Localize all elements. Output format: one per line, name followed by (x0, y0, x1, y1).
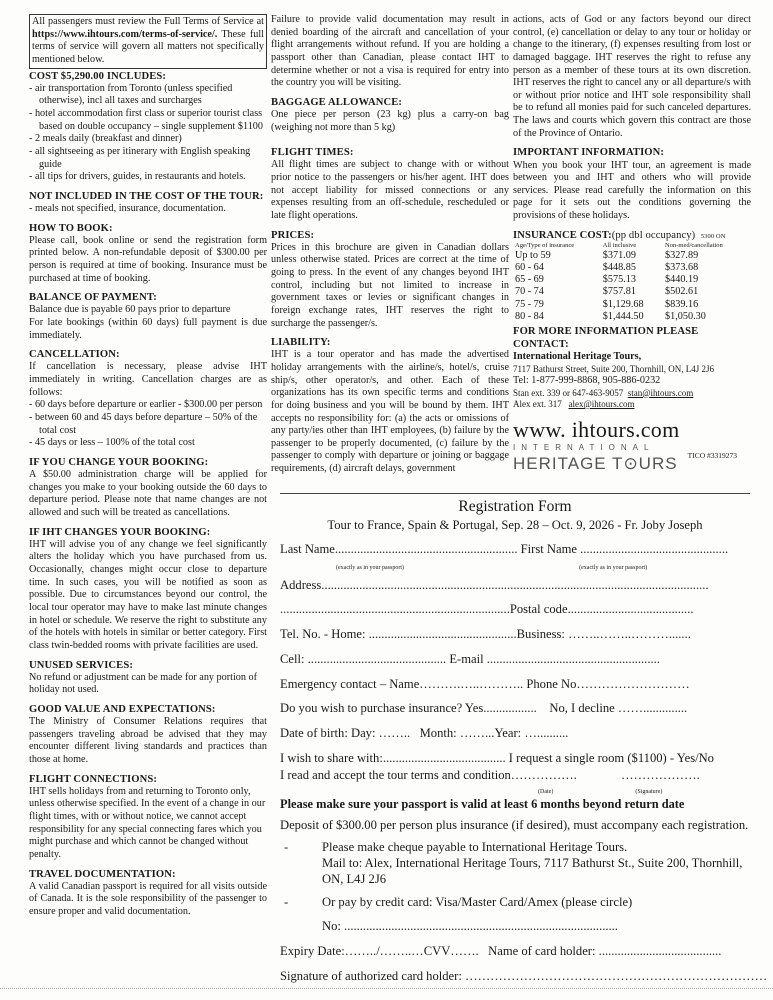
non-med-cell: $327.89 (665, 249, 699, 261)
baggage-heading: BAGGAGE ALLOWANCE: (271, 96, 403, 108)
insurance-col-header: Non-med/cancellation (665, 241, 723, 249)
column-2 (271, 14, 509, 476)
you-change-heading: IF YOU CHANGE YOUR BOOKING: (29, 456, 209, 468)
website-url[interactable]: www. ihtours.com (513, 417, 680, 443)
flight-connections-text: IHT sells holidays from and returning to Toronto only, unless otherwise specified. In the event of a change in our flight times, with or without notice, we cannot accept responsibility for any special connecting fares which you might purchase and which cannot be changed without penalty. (29, 785, 266, 860)
cancellation-text: If cancellation is necessary, please advise IHT immediately in writing. Cancellation charges are as follows: (29, 361, 267, 398)
dob-month-label: Month: (419, 725, 457, 740)
non-med-cell: $373.68 (665, 261, 699, 273)
travel-docs-heading: TRAVEL DOCUMENTATION: (29, 868, 176, 880)
mail-instruction: Mail to: Alex, International Heritage Tours, 7117 Bathurst St., Suite 200, Thornhill, ON, L4J 2J6 (322, 855, 743, 886)
cancellation-item: - between 60 and 45 days before departure – 50% of the total cost (29, 412, 267, 437)
flight-times-heading: FLIGHT TIMES: (271, 147, 354, 159)
insurance-col-header: Age/Type of insurance (515, 241, 575, 249)
cancellation-heading: CANCELLATION: (29, 349, 120, 361)
emergency-phone-field[interactable]: ……………………… (576, 676, 690, 691)
alex-email-link[interactable]: alex@ihtours.com (568, 398, 635, 409)
address-label: Address (280, 577, 322, 592)
alex-ext: Alex ext. 317 (513, 398, 562, 409)
logo-international: INTERNATIONAL (513, 443, 655, 453)
last-name-field[interactable]: .......................................................... (334, 542, 518, 557)
share-field[interactable]: ....................................... (382, 750, 509, 765)
cost-item: - all sightseeing as per itinerary with English speaking guide (29, 146, 267, 171)
cell-row (280, 652, 750, 668)
accept-label: I read and accept the tour terms and condition (280, 768, 511, 783)
flight-times-text: All flight times are subject to change with or without prior notice to the passengers or his/her agent. IHT does not accept liability for missed connections or any expenses resulting from an off-schedule, rescheduled or late flight operations. (271, 159, 509, 221)
first-name-field[interactable]: ............................................... (577, 542, 729, 557)
first-name-note: (exactly as in your passport) (579, 564, 648, 571)
emergency-row (280, 677, 750, 693)
tel-home-label: Tel. No. - Home: (280, 627, 366, 642)
insurance-title: INSURANCE COST: (513, 229, 612, 241)
accept-row (280, 768, 750, 784)
business-field[interactable]: ……..……..………....... (564, 627, 691, 642)
age-cell: 60 - 64 (515, 261, 544, 273)
insurance-row (513, 299, 749, 311)
contact-stan (513, 388, 751, 399)
card-number-row (280, 919, 750, 935)
all-inclusive-cell: $757.81 (602, 286, 636, 298)
baggage-text: One piece per person (23 kg) plus a carry-on bag (weighing not more than 5 kg) (271, 108, 509, 133)
accept-note-row (280, 784, 750, 795)
cell-field[interactable]: ............................................ (304, 651, 450, 666)
you-change-text: A $50.00 administration charge will be applied for changes you make to your booking outside the 60 days to departure period. Please note that name changes are not allowed and such will be treated as cancellations. (29, 469, 267, 518)
liability-heading: LIABILITY: (271, 337, 331, 349)
emergency-name-field[interactable]: ……….…..……….. (419, 676, 524, 691)
not-included-item: - meals not specified, insurance, documentation. (29, 203, 267, 216)
contact-address: 7117 Bathurst Street, Suite 200, Thornhill, ON, L4J 2J6 (513, 363, 714, 374)
accept-date-field[interactable]: ……………. (510, 768, 577, 783)
cost-list (29, 83, 267, 184)
signature-label: Signature of authorized card holder: (280, 968, 462, 983)
stan-email-link[interactable]: stan@ihtours.com (627, 387, 694, 398)
insurance-question-row (280, 701, 750, 717)
non-med-cell: $502.61 (665, 286, 699, 298)
iht-changes-heading: IF IHT CHANGES YOUR BOOKING: (29, 526, 211, 538)
card-holder-field[interactable]: ....................................... (595, 943, 722, 958)
important-text: When you book your IHT tour, an agreement is made between you and IHT and others who will provide services. Please read carefully the information on this page for it sets out the conditions governing the provisions of these holidays. (513, 159, 751, 222)
contact-company: International Heritage Tours, (513, 351, 642, 363)
dob-year-label: Year: (494, 725, 522, 740)
insurance-yes-field[interactable]: ................. (483, 701, 537, 716)
all-inclusive-cell: $575.13 (602, 274, 636, 286)
single-room-label: I request a single room ($1100) - Yes/No (508, 750, 714, 765)
terms-link[interactable]: https://www.ihtours.com/terms-of-service/. (32, 28, 218, 40)
non-med-cell: $1,050.30 (665, 310, 706, 322)
age-cell: 70 - 74 (515, 286, 544, 298)
non-med-cell: $440.19 (665, 274, 699, 286)
credit-card-instruction: - Or pay by credit card: Visa/Master Card/Amex (please circle) (280, 895, 750, 911)
email-label: E-mail (449, 651, 484, 666)
failure-text: Failure to provide valid documentation may result in denied boarding of the aircraft and cancellation of your flight arrangements without refund. If you are holding a passport other than Canadian, please contact IHT to determine whether or not a visa is required for entry into the country you will be visiting. (271, 14, 509, 89)
expiry-field[interactable]: ……../……..… (344, 943, 424, 958)
dob-day-label: Date of birth: Day: (280, 725, 376, 740)
name-row (280, 542, 750, 558)
dob-year-field[interactable]: ….......... (521, 725, 569, 740)
first-name-label: First Name (520, 542, 577, 557)
intro-text-end: These full terms of service will govern all matters not specifically mentioned below. (32, 28, 264, 65)
cvv-field[interactable]: ……. (450, 943, 479, 958)
address-field-2[interactable]: ......................................................................... (280, 602, 510, 617)
address-field[interactable]: ........................................................................................................................... (321, 577, 709, 592)
balance-heading: BALANCE OF PAYMENT: (29, 292, 157, 304)
stan-ext: Stan ext. 339 or 647-463-9057 (513, 387, 624, 398)
good-value-text: The Ministry of Consumer Relations requires that passengers traveling abroad be advised that they may encounter different living standards and practices than those at home. (29, 716, 267, 765)
insurance-col-header: All inclusive (602, 241, 637, 249)
insurance-heading (513, 229, 751, 242)
all-inclusive-cell: $448.85 (602, 261, 636, 273)
insurance-row (513, 262, 749, 274)
all-inclusive-cell: $1,444.50 (602, 310, 644, 322)
late-booking-text: For late bookings (within 60 days) full payment is due immediately. (29, 317, 267, 341)
travel-docs-text: A valid Canadian passport is required for all visits outside of Canada. It is the sole responsibility of the passenger to ensure proper and valid documentation. (29, 880, 267, 917)
scan-edge (0, 988, 773, 989)
insurance-table-header (513, 242, 749, 250)
insurance-yes-label: Do you wish to purchase insurance? Yes (280, 701, 484, 716)
insurance-row (513, 286, 749, 298)
share-label: I wish to share with: (280, 750, 383, 765)
age-cell: 75 - 79 (515, 298, 544, 310)
cancellation-item: - 45 days or less – 100% of the total cost (29, 437, 267, 450)
unused-heading: UNUSED SERVICES: (29, 659, 133, 671)
dob-month-field[interactable]: ……... (456, 725, 495, 740)
card-number-label: No: (322, 919, 341, 934)
liability-continued-text: actions, acts of God or any factors beyond our direct control, (e) cancellation or delay to any tour or holiday or change to the itinerary, (f) expenses resulting from lost or damaged baggage. IHT reserves the right to refuse any person as a member of these tours at its own discretion. IHT reserves the right to cancel any or all departure/s with or without prior notice and IHT sole responsibility shall be to refund all monies paid for such canceled departures. The laws and courts which govern this contract are those of the Province of Ontario. (513, 14, 751, 139)
prices-heading: PRICES: (271, 229, 315, 241)
address-row (280, 578, 750, 594)
signature-row (280, 968, 768, 985)
postal-label: Postal code (509, 602, 568, 617)
not-included-heading: NOT INCLUDED IN THE COST OF THE TOUR: (29, 190, 264, 202)
dob-day-field[interactable]: …….. (375, 725, 411, 740)
cell-label: Cell: (280, 651, 305, 666)
insurance-row (513, 311, 749, 323)
unused-text: No refund or adjustment can be made for any portion of holiday not used. (29, 671, 258, 696)
cost-item: - 2 meals daily (breakfast and dinner) (29, 133, 267, 146)
tel-row (280, 627, 750, 643)
accept-signature-field[interactable]: ………………. (621, 768, 700, 783)
signature-field[interactable]: ……………………………………………………………… (461, 968, 768, 983)
age-cell: 65 - 69 (515, 274, 544, 286)
postal-field[interactable]: ........................................ (567, 602, 694, 617)
card-number-field[interactable]: ....................................................................................... (340, 919, 618, 934)
card-holder-label: Name of card holder: (488, 943, 596, 958)
flight-connections-heading: FLIGHT CONNECTIONS: (29, 773, 157, 785)
contact-tel: Tel: 1-877-999-8868, 905-886-0232 (513, 375, 661, 387)
email-field[interactable]: ....................................................... (483, 651, 660, 666)
non-med-cell: $839.16 (665, 298, 699, 310)
how-to-book-text: Please call, book online or send the registration form printed below. A non-refundable deposit of $300.00 per person is required at time of booking. Insurance must be purchased at time of booking. (29, 234, 267, 284)
insurance-row (513, 274, 749, 286)
all-inclusive-cell: $371.09 (602, 249, 636, 261)
not-included-list (29, 203, 267, 216)
company-logo (513, 416, 751, 474)
intro-text: All passengers must review the Full Terms of Service at (32, 16, 264, 27)
insurance-note: (pp dbl occupancy) (611, 229, 696, 241)
share-row (280, 751, 750, 767)
prices-text: Prices in this brochure are given in Canadian dollars unless otherwise stated. Prices are correct at the time of going to press. In the event of any changes beyond IHT control, including but not limited to increase in government taxes or levies or significant changes in foreign exchange rates, IHT reserves the right to surcharge the passenger/s. (271, 241, 509, 329)
intro-notice (29, 14, 267, 69)
deposit-text: Deposit of $300.00 per person plus insurance (if desired), must accompany each registration. (280, 818, 749, 833)
insurance-no-field[interactable]: …….............. (614, 701, 688, 716)
passport-note-row (280, 558, 750, 574)
insurance-no-label: No, I decline (549, 701, 615, 716)
tico-number: TICO #3319273 (687, 451, 737, 461)
expiry-row (280, 944, 750, 960)
form-divider (280, 493, 750, 494)
expiry-label: Expiry Date: (280, 943, 345, 958)
form-title: Registration Form (458, 498, 572, 515)
column-3 (513, 14, 751, 474)
postal-row (280, 602, 750, 618)
form-subtitle: Tour to France, Spain & Portugal, Sep. 28 – Oct. 9, 2026 - Fr. Joby Joseph (327, 518, 703, 533)
contact-heading: FOR MORE INFORMATION PLEASE CONTACT: (513, 326, 699, 351)
good-value-heading: GOOD VALUE AND EXPECTATIONS: (29, 703, 216, 715)
age-cell: 80 - 84 (515, 310, 544, 322)
all-inclusive-cell: $1,129.68 (602, 298, 644, 310)
cost-item: - hotel accommodation first class or superior tourist class based on double occupancy – single supplement $1100 (29, 108, 267, 133)
tel-home-field[interactable]: ............................................... (365, 627, 517, 642)
important-heading: IMPORTANT INFORMATION: (513, 147, 665, 159)
logo-brand: HERITAGE T⊙URS (513, 454, 678, 474)
business-label: Business: (516, 627, 565, 642)
insurance-table (513, 242, 749, 323)
cost-item: - all tips for drivers, guides, in restaurants and hotels. (29, 171, 267, 184)
last-name-label: Last Name (280, 542, 335, 557)
how-to-book-heading: HOW TO BOOK: (29, 222, 113, 234)
cost-heading: COST $5,290.00 INCLUDES: (29, 70, 167, 82)
insurance-row (513, 250, 749, 262)
contact-alex (513, 399, 751, 410)
liability-text: IHT is a tour operator and has made the advertised holiday arrangements with the airline/s, hotel/s, cruise ship/s, other operator/s, and other. Each of these organizations has its own specific terms and conditions for doing business and you will be bound by them. IHT accepts no responsibility for: (a) the acts or omissions of any party/ies other than IHT employees, (b) failure by the passenger to be properly documented, (c) failure by the passenger to comply with departure or joining or baggage requirements, (d) aircraft delays, government (271, 349, 509, 475)
signature-note: (Signature) (635, 789, 663, 796)
registration-form (280, 497, 768, 993)
cost-item: - air transportation from Toronto (unless specified otherwise), incl all taxes and surcharges (29, 83, 267, 108)
cheque-instruction: - Please make cheque payable to International Heritage Tours. (280, 840, 750, 856)
last-name-note: (exactly as in your passport) (336, 564, 404, 571)
insurance-extra: 5300 ON (700, 232, 726, 240)
balance-text: Balance due is payable 60 pays prior to departure (29, 304, 231, 316)
cancellation-list (29, 399, 267, 450)
cancellation-item: - 60 days before departure or earlier - $300.00 per person (29, 399, 267, 412)
passport-validity-note: Please make sure your passport is valid at least 6 months beyond return date (280, 796, 685, 811)
emergency-name-label: Emergency contact – Name (280, 676, 420, 691)
column-1 (29, 14, 267, 919)
iht-changes-text: IHT will advise you of any change we feel significantly alters the holiday which you have purchased from us. Occasionally, changes might occur close to departure time. In such cases, you will be notified as soon as possible. Due to circumstances beyond our control, the local tour operator may have to make last minute changes in hotel or schedule. We reserve the right to substitute any of the hotels with hotels in similar or better category. First class twin-bedded rooms with private facilities are used. (29, 538, 267, 651)
cvv-label: CVV (423, 943, 451, 958)
emergency-phone-label: Phone No (526, 676, 577, 691)
age-cell: Up to 59 (515, 249, 551, 261)
date-note: (Date) (538, 789, 554, 796)
dob-row (280, 726, 750, 742)
